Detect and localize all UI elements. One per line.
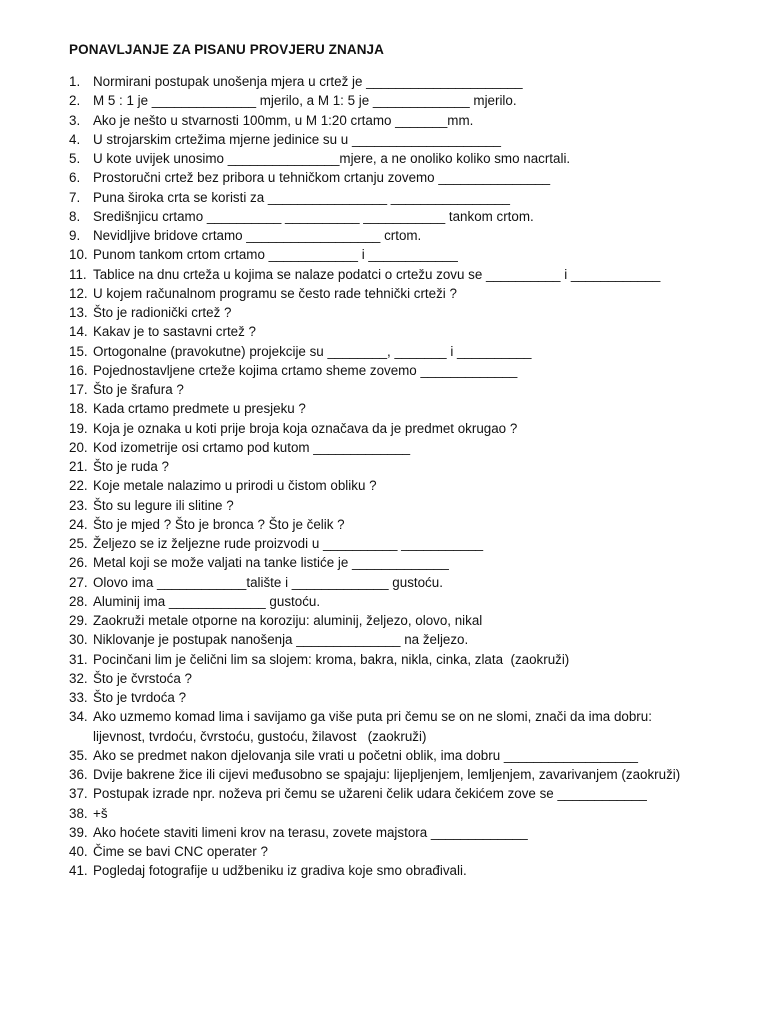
question-item [69,438,749,457]
question-item [69,707,749,746]
question-item [69,168,749,187]
question-item [69,111,749,130]
question-number: 34. [69,709,88,725]
question-text: Što je tvrdoća ? [93,690,187,705]
question-number: 24. [69,516,88,532]
question-number: 21. [69,459,88,474]
question-text: Nevidljive bridove crtamo __________________ crtom. [93,228,422,243]
question-number: 12. [69,285,88,301]
question-number: 16. [69,362,88,378]
question-item [69,380,749,399]
question-item [69,188,749,207]
question-number: 33. [69,690,88,705]
question-item [69,342,749,361]
question-item [69,361,749,380]
question-text: +š [93,805,108,821]
question-item [69,669,749,688]
question-number: 31. [69,651,88,667]
question-number: 11. [69,266,87,282]
question-number: 20. [69,439,88,455]
question-item [69,746,749,765]
question-text: Ako se predmet nakon djelovanja sile vrati u početni oblik, ima dobru __________________ [93,747,638,763]
question-list [69,72,749,881]
question-item [69,861,749,880]
question-text: Kada crtamo predmete u presjeku ? [93,401,306,417]
question-text: Čime se bavi CNC operater ? [93,844,268,859]
question-text: Tablice na dnu crteža u kojima se nalaze podatci o crtežu zovu se __________ i ____________ [93,266,661,282]
question-number: 23. [69,497,88,513]
question-number: 2. [69,93,81,109]
question-number: 19. [69,420,88,436]
question-text-continuation: lijevnost, tvrdoću, čvrstoću, gustoću, žilavost (zaokruži) [93,728,427,744]
question-number: 7. [69,189,81,205]
question-number: 41. [69,863,88,879]
question-item [69,630,749,649]
question-text: Što je šrafura ? [93,382,184,397]
question-item [69,534,749,553]
question-number: 40. [69,844,88,859]
question-number: 38. [69,805,88,821]
question-text: Pocinčani lim je čelični lim sa slojem: kroma, bakra, nikla, cinka, zlata (zaokruži) [93,651,570,667]
question-item [69,399,749,418]
question-item [69,650,749,669]
question-number: 9. [69,228,81,243]
question-item [69,573,749,592]
question-text: U kote uvijek unosimo _______________mjere, a ne onoliko koliko smo nacrtali. [93,151,571,166]
question-text: Središnjicu crtamo __________ __________ ___________ tankom crtom. [93,208,534,224]
question-number: 22. [69,478,88,494]
question-item [69,130,749,149]
question-item [69,842,749,861]
question-text: U strojarskim crtežima mjerne jedinice su u ____________________ [93,131,501,147]
question-item [69,226,749,245]
question-text: Kod izometrije osi crtamo pod kutom _____________ [93,439,411,455]
question-text: Niklovanje je postupak nanošenja ______________ na željezo. [93,632,469,648]
question-item [69,284,749,303]
question-number: 8. [69,208,81,224]
question-number: 3. [69,112,81,128]
question-text: Postupak izrade npr. noževa pri čemu se užareni čelik udara čekićem zove se ____________ [93,786,647,802]
question-text: Punom tankom crtom crtamo ____________ i ____________ [93,247,458,263]
question-text: Pojednostavljene crteže kojima crtamo sheme zovemo _____________ [93,362,518,378]
question-item [69,592,749,611]
question-item [69,265,749,284]
question-number: 18. [69,401,88,417]
question-item [69,553,749,572]
question-item [69,823,749,842]
question-text: Prostoručni crtež bez pribora u tehničkom crtanju zovemo _______________ [93,170,551,186]
question-text: Što su legure ili slitine ? [93,497,234,513]
question-text: Ortogonalne (pravokutne) projekcije su ________, _______ i __________ [93,343,532,359]
question-item [69,149,749,168]
question-text: Zaokruži metale otporne na koroziju: aluminij, željezo, olovo, nikal [93,613,483,628]
question-text: M 5 : 1 je ______________ mjerilo, a M 1: 5 je _____________ mjerilo. [93,93,517,109]
question-text: Ako je nešto u stvarnosti 100mm, u M 1:20 crtamo _______mm. [93,112,474,128]
question-text: U kojem računalnom programu se često rade tehnički crteži ? [93,285,457,301]
question-item [69,457,749,476]
question-number: 14. [69,324,88,340]
question-text: Ako uzmemo komad lima i savijamo ga više puta pri čemu se on ne slomi, znači da ima dobru: [93,709,652,725]
question-item [69,207,749,226]
question-number: 29. [69,613,88,628]
question-item [69,476,749,495]
question-number: 25. [69,536,88,551]
question-text: Pogledaj fotografije u udžbeniku iz gradiva koje smo obrađivali. [93,863,467,879]
question-item [69,419,749,438]
question-item [69,804,749,823]
question-item [69,496,749,515]
question-number: 37. [69,786,88,802]
question-text: Puna široka crta se koristi za ________________ ________________ [93,189,510,205]
question-text: Koje metale nalazimo u prirodi u čistom obliku ? [93,478,377,494]
question-number: 28. [69,593,88,609]
question-item [69,91,749,110]
question-text: Olovo ima ____________talište i _____________ gustoću. [93,574,443,590]
question-item [69,765,749,784]
question-item [69,322,749,341]
question-number: 15. [69,343,88,359]
question-number: 39. [69,824,88,840]
question-text: Kakav je to sastavni crtež ? [93,324,256,340]
question-number: 26. [69,555,88,571]
question-number: 1. [69,74,81,89]
question-text: Koja je oznaka u koti prije broja koja označava da je predmet okrugao ? [93,420,518,436]
question-number: 36. [69,767,88,782]
question-text: Što je čvrstoća ? [93,670,192,686]
question-number: 4. [69,131,81,147]
question-text: Metal koji se može valjati na tanke listiće je _____________ [93,555,449,571]
question-item [69,688,749,707]
question-number: 17. [69,382,88,397]
question-number: 5. [69,151,81,166]
question-text: Što je radionički crtež ? [93,305,232,320]
question-number: 35. [69,747,88,763]
question-text: Što je ruda ? [93,459,169,474]
question-item [69,784,749,803]
question-text: Ako hoćete staviti limeni krov na terasu, zovete majstora _____________ [93,824,528,840]
question-item [69,245,749,264]
question-text: Što je mjed ? Što je bronca ? Što je čelik ? [93,516,345,532]
question-number: 30. [69,632,88,648]
question-text: Željezo se iz željezne rude proizvodi u __________ ___________ [93,536,484,551]
question-item [69,72,749,91]
question-text: Dvije bakrene žice ili cijevi međusobno se spajaju: lijepljenjem, lemljenjem, zavarivanjem (zaokruži) [93,767,681,782]
question-text: Aluminij ima _____________ gustoću. [93,593,321,609]
question-item [69,303,749,322]
question-item [69,515,749,534]
question-number: 6. [69,170,81,186]
question-number: 32. [69,670,88,686]
question-number: 10. [69,247,88,263]
question-item [69,611,749,630]
question-text: Normirani postupak unošenja mjera u crtež je _____________________ [93,74,523,89]
worksheet-title: PONAVLJANJE ZA PISANU PROVJERU ZNANJA [69,42,384,57]
question-number: 13. [69,305,88,320]
question-number: 27. [69,574,88,590]
